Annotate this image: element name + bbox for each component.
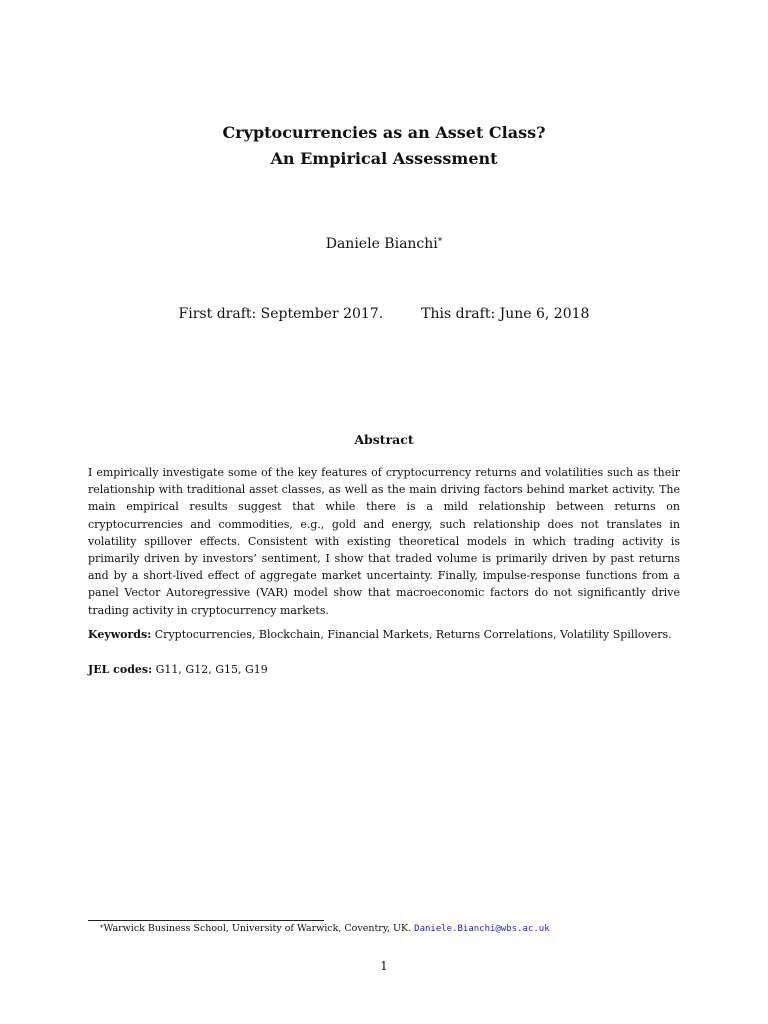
first-draft-date: First draft: September 2017. xyxy=(178,306,384,322)
author-footnote-marker: * xyxy=(437,237,443,247)
jel-codes-line xyxy=(88,661,680,678)
keywords-label: Keywords: xyxy=(88,628,152,641)
paper-title-line-2: An Empirical Assessment xyxy=(270,149,498,168)
abstract-heading: Abstract xyxy=(354,432,414,447)
footnote-marker: * xyxy=(100,924,104,932)
author-line xyxy=(0,235,768,253)
author-name: Daniele Bianchi xyxy=(325,236,438,252)
keywords-text: Cryptocurrencies, Blockchain, Financial Markets, Returns Correlations, Volatility Spillovers. xyxy=(154,628,672,641)
footnote-divider xyxy=(88,920,324,921)
footnote-affiliation: Warwick Business School, University of Warwick, Coventry, UK. xyxy=(103,923,412,934)
this-draft-date: This draft: June 6, 2018 xyxy=(421,306,590,322)
keywords-line xyxy=(88,626,680,643)
jel-codes-text: G11, G12, G15, G19 xyxy=(155,663,268,676)
page-number: 1 xyxy=(380,959,388,973)
paper-title-line-1: Cryptocurrencies as an Asset Class? xyxy=(222,123,546,142)
jel-codes-label: JEL codes: xyxy=(88,663,153,676)
draft-dates xyxy=(0,305,768,323)
abstract-text: I empirically investigate some of the key features of cryptocurrency returns and volatilities such as their relationship with traditional asset classes, as well as the main driving factors behind market activity. The main empirical results suggest that while there is a mild relationship between returns on cryptocurrencies and commodities, e.g., gold and energy, such relationship does not translates in volatility spillover effects. Consistent with existing theoretical models in which trading activity is primarily driven by investors’ sentiment, I show that traded volume is primarily driven by past returns and by a short-lived effect of aggregate market uncertainty. Finally, impulse-response functions from a panel Vector Autoregressive (VAR) model show that macroeconomic factors do not significantly drive trading activity in cryptocurrency markets. xyxy=(88,466,680,617)
footnote-email-link[interactable]: Daniele.Bianchi@wbs.ac.uk xyxy=(414,924,550,934)
footnote xyxy=(100,922,700,936)
